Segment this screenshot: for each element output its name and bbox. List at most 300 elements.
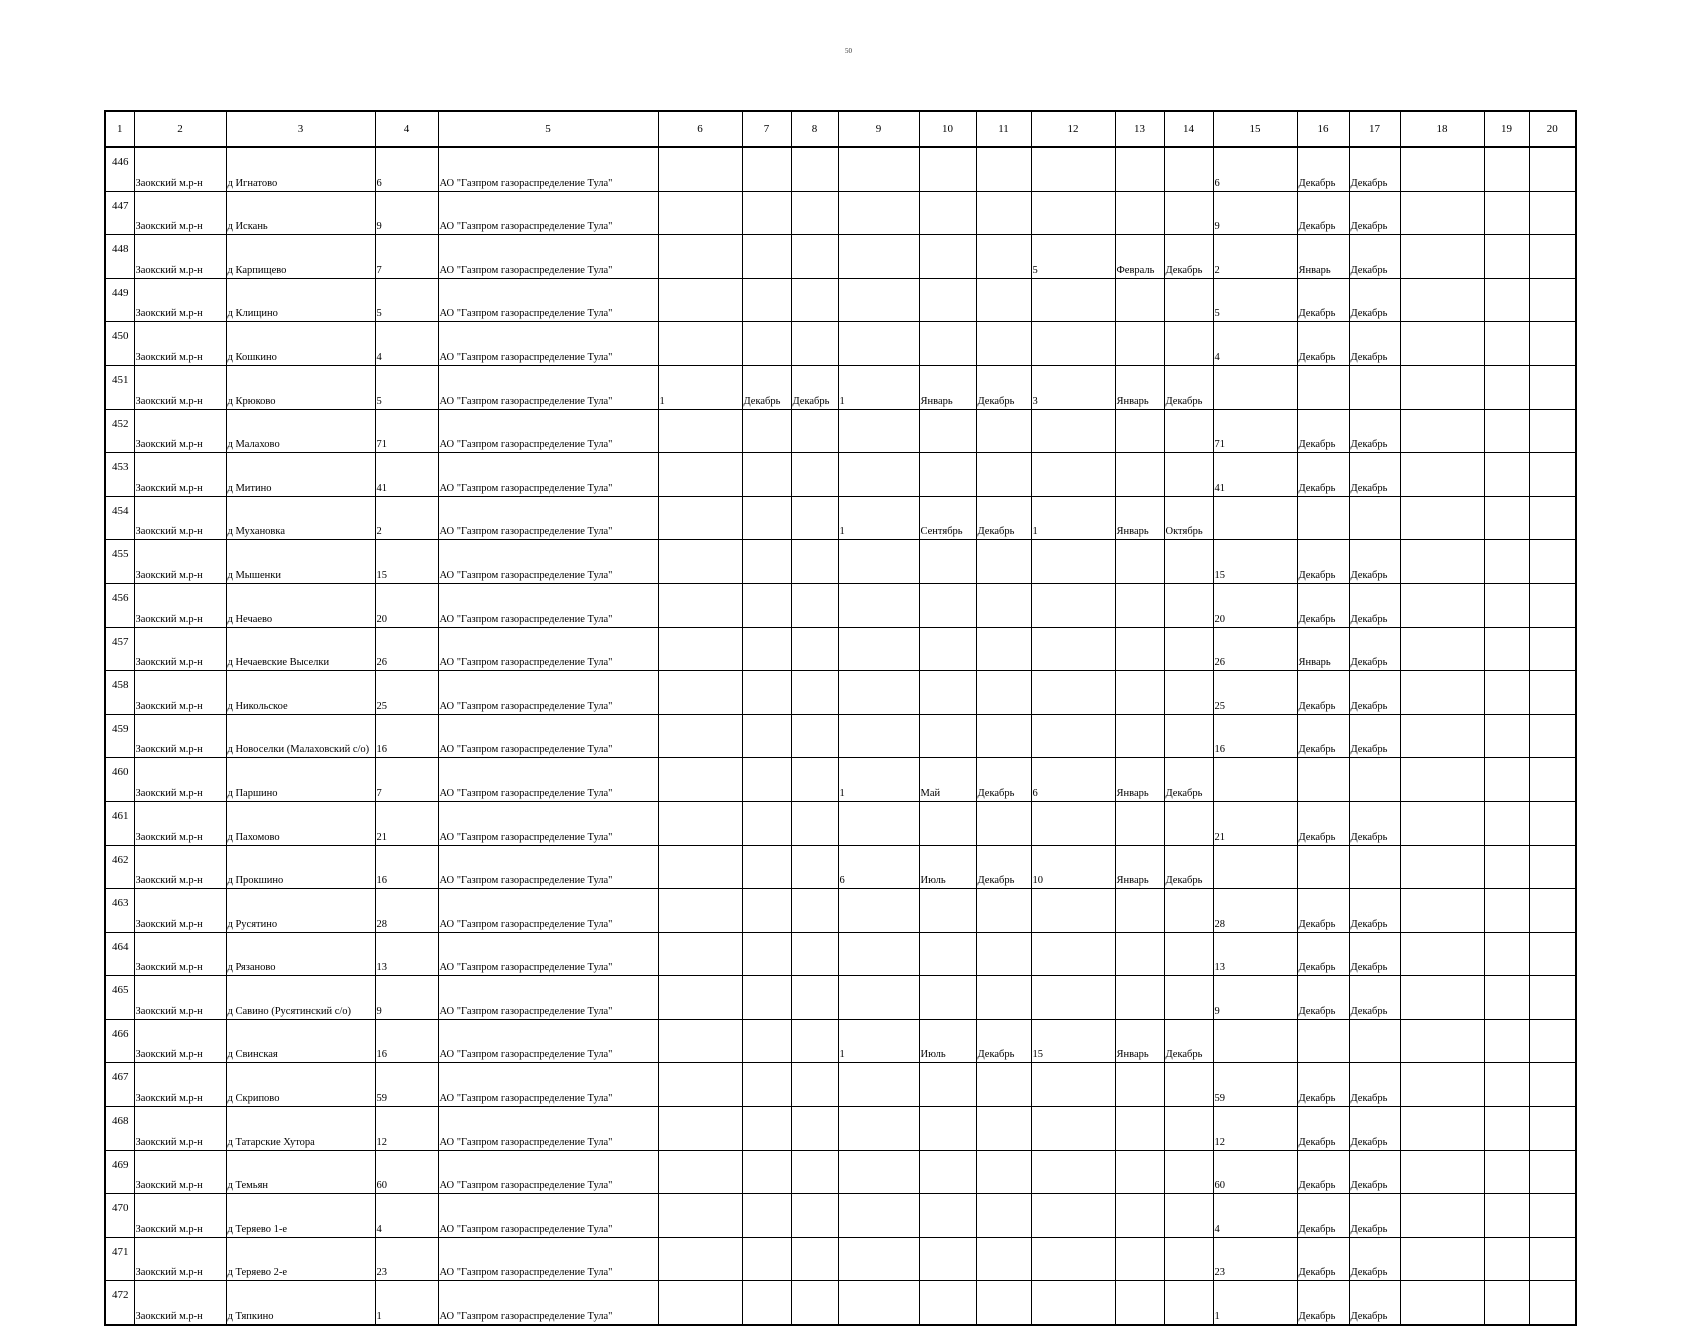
table-cell: 6 — [375, 147, 438, 191]
table-cell — [838, 1107, 919, 1151]
table-row — [105, 235, 1576, 279]
table-cell — [742, 322, 791, 366]
row-number-cell: 464 — [105, 932, 134, 976]
table-cell — [1484, 758, 1529, 802]
table-cell: 71 — [375, 409, 438, 453]
table-cell — [1115, 889, 1164, 933]
row-number-cell: 456 — [105, 583, 134, 627]
table-cell: 1 — [838, 1019, 919, 1063]
table-cell: Декабрь — [1164, 1019, 1213, 1063]
table-cell — [1529, 496, 1576, 540]
table-cell — [1529, 365, 1576, 409]
table-cell: АО "Газпром газораспределение Тула" — [438, 1150, 658, 1194]
table-cell: 12 — [1213, 1107, 1297, 1151]
table-cell: 16 — [375, 845, 438, 889]
table-cell — [1484, 976, 1529, 1020]
column-header: 8 — [791, 111, 838, 147]
table-cell — [791, 845, 838, 889]
table-cell — [1031, 1194, 1115, 1238]
table-cell — [976, 191, 1031, 235]
table-cell — [791, 1063, 838, 1107]
table-cell: АО "Газпром газораспределение Тула" — [438, 758, 658, 802]
table-cell — [838, 714, 919, 758]
table-cell: АО "Газпром газораспределение Тула" — [438, 627, 658, 671]
table-cell — [1400, 191, 1484, 235]
table-cell: Заокский м.р-н — [134, 322, 226, 366]
table-cell — [976, 1237, 1031, 1281]
table-row — [105, 540, 1576, 584]
table-cell — [838, 932, 919, 976]
table-cell — [1484, 1019, 1529, 1063]
table-cell — [1484, 1107, 1529, 1151]
table-cell — [919, 1150, 976, 1194]
table-cell — [838, 1281, 919, 1325]
row-number-cell: 459 — [105, 714, 134, 758]
table-cell — [919, 322, 976, 366]
table-cell — [791, 191, 838, 235]
table-cell — [742, 1237, 791, 1281]
table-cell — [838, 801, 919, 845]
table-cell — [1164, 714, 1213, 758]
table-cell: Декабрь — [976, 845, 1031, 889]
table-cell: Декабрь — [1349, 147, 1400, 191]
table-cell — [1297, 496, 1349, 540]
table-cell — [1484, 409, 1529, 453]
table-cell — [1164, 1237, 1213, 1281]
table-cell — [658, 932, 742, 976]
table-cell — [1115, 453, 1164, 497]
table-cell — [1164, 453, 1213, 497]
column-header: 11 — [976, 111, 1031, 147]
table-cell: АО "Газпром газораспределение Тула" — [438, 583, 658, 627]
table-cell: Заокский м.р-н — [134, 758, 226, 802]
table-cell — [1115, 976, 1164, 1020]
table-cell — [1484, 714, 1529, 758]
table-cell — [742, 714, 791, 758]
table-row — [105, 976, 1576, 1020]
table-cell: Декабрь — [1297, 671, 1349, 715]
table-cell — [1484, 889, 1529, 933]
table-cell: д Нечаево — [226, 583, 375, 627]
table-cell: АО "Газпром газораспределение Тула" — [438, 889, 658, 933]
table-cell — [976, 627, 1031, 671]
table-cell: АО "Газпром газораспределение Тула" — [438, 322, 658, 366]
table-cell — [658, 714, 742, 758]
table-cell: 1 — [838, 365, 919, 409]
table-cell — [658, 1237, 742, 1281]
table-cell — [742, 147, 791, 191]
table-cell — [791, 671, 838, 715]
table-cell — [1529, 278, 1576, 322]
table-cell: 25 — [1213, 671, 1297, 715]
table-cell: д Малахово — [226, 409, 375, 453]
table-cell: Декабрь — [1349, 1194, 1400, 1238]
table-cell — [658, 540, 742, 584]
table-cell: Декабрь — [1297, 583, 1349, 627]
table-row — [105, 278, 1576, 322]
table-cell: Декабрь — [1297, 1107, 1349, 1151]
table-cell — [1213, 496, 1297, 540]
table-cell — [1164, 278, 1213, 322]
table-cell: АО "Газпром газораспределение Тула" — [438, 714, 658, 758]
table-cell: Заокский м.р-н — [134, 235, 226, 279]
table-cell — [791, 540, 838, 584]
table-cell: 5 — [1213, 278, 1297, 322]
table-cell: д Карпищево — [226, 235, 375, 279]
table-cell — [1529, 932, 1576, 976]
table-cell — [1031, 932, 1115, 976]
table-cell — [791, 976, 838, 1020]
table-row — [105, 758, 1576, 802]
table-cell: АО "Газпром газораспределение Тула" — [438, 453, 658, 497]
table-cell: Заокский м.р-н — [134, 976, 226, 1020]
table-cell — [1031, 1281, 1115, 1325]
table-cell — [1297, 365, 1349, 409]
table-cell: Январь — [1297, 627, 1349, 671]
table-cell: 5 — [375, 365, 438, 409]
table-cell — [919, 889, 976, 933]
table-cell — [742, 453, 791, 497]
table-cell — [791, 714, 838, 758]
table-cell: Декабрь — [1349, 540, 1400, 584]
table-cell — [1164, 1150, 1213, 1194]
table-cell: 28 — [1213, 889, 1297, 933]
table-cell: АО "Газпром газораспределение Тула" — [438, 365, 658, 409]
table-cell: Заокский м.р-н — [134, 1063, 226, 1107]
table-cell — [1529, 409, 1576, 453]
table-cell — [1164, 889, 1213, 933]
table-cell — [791, 278, 838, 322]
table-cell — [838, 889, 919, 933]
table-row — [105, 801, 1576, 845]
table-cell — [919, 671, 976, 715]
table-cell — [742, 627, 791, 671]
table-cell: Декабрь — [976, 758, 1031, 802]
table-cell — [1529, 1019, 1576, 1063]
table-cell: Декабрь — [1164, 365, 1213, 409]
table-cell — [1031, 1150, 1115, 1194]
column-header: 10 — [919, 111, 976, 147]
table-row — [105, 932, 1576, 976]
table-cell: Заокский м.р-н — [134, 932, 226, 976]
table-cell: 26 — [375, 627, 438, 671]
table-cell — [976, 409, 1031, 453]
table-cell — [838, 976, 919, 1020]
column-header: 3 — [226, 111, 375, 147]
table-cell — [838, 191, 919, 235]
table-cell — [976, 147, 1031, 191]
table-cell — [838, 235, 919, 279]
table-cell — [838, 1150, 919, 1194]
table-cell: д Мышенки — [226, 540, 375, 584]
table-cell — [1164, 583, 1213, 627]
table-cell: Январь — [1115, 758, 1164, 802]
table-cell — [742, 1150, 791, 1194]
table-cell — [1400, 365, 1484, 409]
table-cell: 60 — [1213, 1150, 1297, 1194]
table-cell — [791, 322, 838, 366]
table-cell — [658, 322, 742, 366]
row-number-cell: 462 — [105, 845, 134, 889]
table-cell: Июль — [919, 1019, 976, 1063]
table-cell — [1213, 845, 1297, 889]
table-cell: Заокский м.р-н — [134, 540, 226, 584]
table-cell — [742, 1107, 791, 1151]
table-cell: Декабрь — [1349, 627, 1400, 671]
table-cell — [1115, 409, 1164, 453]
table-cell — [742, 278, 791, 322]
table-cell — [838, 1063, 919, 1107]
table-cell — [1400, 1019, 1484, 1063]
table-cell: Декабрь — [1349, 409, 1400, 453]
table-cell: Декабрь — [1164, 235, 1213, 279]
table-row — [105, 627, 1576, 671]
table-cell — [919, 801, 976, 845]
table-cell — [742, 583, 791, 627]
table-cell — [1297, 758, 1349, 802]
table-row — [105, 453, 1576, 497]
table-cell — [1529, 889, 1576, 933]
table-cell: Декабрь — [1349, 191, 1400, 235]
table-cell: 13 — [1213, 932, 1297, 976]
table-cell: 15 — [1213, 540, 1297, 584]
table-cell: Февраль — [1115, 235, 1164, 279]
table-cell — [658, 627, 742, 671]
table-cell — [976, 932, 1031, 976]
table-cell — [1400, 671, 1484, 715]
table-cell: д Клищино — [226, 278, 375, 322]
table-cell: Декабрь — [1349, 1063, 1400, 1107]
table-cell: Сентябрь — [919, 496, 976, 540]
table-cell — [791, 496, 838, 540]
table-cell — [919, 1194, 976, 1238]
table-cell — [1349, 365, 1400, 409]
table-cell: 60 — [375, 1150, 438, 1194]
table-cell — [838, 147, 919, 191]
table-cell: 16 — [375, 1019, 438, 1063]
table-cell — [976, 322, 1031, 366]
row-number-cell: 449 — [105, 278, 134, 322]
table-cell: Июль — [919, 845, 976, 889]
table-cell: АО "Газпром газораспределение Тула" — [438, 1281, 658, 1325]
table-cell: 5 — [375, 278, 438, 322]
column-header: 20 — [1529, 111, 1576, 147]
table-cell — [1529, 583, 1576, 627]
table-cell — [919, 583, 976, 627]
table-row — [105, 496, 1576, 540]
table-cell: 23 — [1213, 1237, 1297, 1281]
table-cell: д Прокшино — [226, 845, 375, 889]
table-cell — [1529, 235, 1576, 279]
table-cell — [1484, 1194, 1529, 1238]
table-cell: Декабрь — [1349, 976, 1400, 1020]
table-cell: Заокский м.р-н — [134, 147, 226, 191]
table-cell — [1115, 147, 1164, 191]
table-cell — [791, 1237, 838, 1281]
table-cell — [838, 278, 919, 322]
row-number-cell: 457 — [105, 627, 134, 671]
table-cell — [1484, 845, 1529, 889]
table-cell — [1484, 1237, 1529, 1281]
table-cell — [742, 1063, 791, 1107]
table-cell — [838, 453, 919, 497]
table-row — [105, 147, 1576, 191]
table-cell: 59 — [1213, 1063, 1297, 1107]
table-cell — [1400, 583, 1484, 627]
table-cell — [976, 671, 1031, 715]
table-cell: Декабрь — [1297, 278, 1349, 322]
table-cell: Декабрь — [1349, 322, 1400, 366]
table-cell — [791, 1019, 838, 1063]
table-cell: Декабрь — [1349, 801, 1400, 845]
table-cell — [919, 278, 976, 322]
table-cell — [1115, 1281, 1164, 1325]
table-cell: Декабрь — [1349, 1281, 1400, 1325]
row-number-cell: 454 — [105, 496, 134, 540]
table-cell — [838, 1194, 919, 1238]
table-cell — [1400, 409, 1484, 453]
table-cell — [838, 322, 919, 366]
table-cell — [1031, 976, 1115, 1020]
table-cell: Январь — [1115, 845, 1164, 889]
column-header: 5 — [438, 111, 658, 147]
table-cell: 7 — [375, 235, 438, 279]
table-cell — [658, 976, 742, 1020]
table-cell: АО "Газпром газораспределение Тула" — [438, 671, 658, 715]
table-cell: Заокский м.р-н — [134, 409, 226, 453]
table-cell — [976, 1150, 1031, 1194]
table-cell — [1031, 583, 1115, 627]
table-cell — [1400, 845, 1484, 889]
table-cell: Декабрь — [742, 365, 791, 409]
table-cell — [919, 1281, 976, 1325]
table-cell — [1115, 714, 1164, 758]
table-cell: 10 — [1031, 845, 1115, 889]
table-cell: д Темьян — [226, 1150, 375, 1194]
table-cell — [1115, 627, 1164, 671]
table-cell — [919, 409, 976, 453]
table-cell — [919, 627, 976, 671]
table-cell: 6 — [1031, 758, 1115, 802]
table-cell — [742, 758, 791, 802]
table-cell — [976, 1194, 1031, 1238]
table-cell — [1164, 1063, 1213, 1107]
table-cell: Декабрь — [1349, 1107, 1400, 1151]
table-cell: д Нечаевские Выселки — [226, 627, 375, 671]
table-cell: Декабрь — [1349, 453, 1400, 497]
table-cell: Заокский м.р-н — [134, 801, 226, 845]
table-cell — [658, 1150, 742, 1194]
table-cell — [1031, 1107, 1115, 1151]
table-cell — [658, 583, 742, 627]
table-cell: 7 — [375, 758, 438, 802]
table-cell — [1400, 1194, 1484, 1238]
table-cell — [1400, 976, 1484, 1020]
table-cell: АО "Газпром газораспределение Тула" — [438, 1019, 658, 1063]
table-cell — [1529, 1237, 1576, 1281]
column-header: 13 — [1115, 111, 1164, 147]
table-cell: Декабрь — [1297, 1281, 1349, 1325]
table-cell — [838, 409, 919, 453]
table-cell — [1031, 714, 1115, 758]
table-cell — [1484, 147, 1529, 191]
table-cell: Заокский м.р-н — [134, 1150, 226, 1194]
table-cell — [976, 889, 1031, 933]
table-cell: Заокский м.р-н — [134, 583, 226, 627]
table-cell: Декабрь — [976, 496, 1031, 540]
table-cell: Декабрь — [1297, 1150, 1349, 1194]
table-cell — [976, 540, 1031, 584]
page-number: 50 — [845, 47, 852, 55]
table-cell — [976, 976, 1031, 1020]
table-cell — [1529, 322, 1576, 366]
table-cell — [919, 1237, 976, 1281]
column-header: 14 — [1164, 111, 1213, 147]
row-number-cell: 471 — [105, 1237, 134, 1281]
table-cell: Январь — [1115, 365, 1164, 409]
table-cell — [1031, 453, 1115, 497]
table-cell — [1115, 1063, 1164, 1107]
table-cell: 13 — [375, 932, 438, 976]
table-cell: АО "Газпром газораспределение Тула" — [438, 1063, 658, 1107]
table-cell: д Свинская — [226, 1019, 375, 1063]
table-cell — [919, 1063, 976, 1107]
table-cell — [1484, 671, 1529, 715]
table-row — [105, 1019, 1576, 1063]
table-cell: 1 — [375, 1281, 438, 1325]
table-cell: 9 — [375, 976, 438, 1020]
table-cell — [742, 889, 791, 933]
table-cell — [791, 1281, 838, 1325]
table-cell: д Татарские Хутора — [226, 1107, 375, 1151]
table-header-row — [105, 111, 1576, 147]
row-number-cell: 461 — [105, 801, 134, 845]
table-cell: Декабрь — [1297, 322, 1349, 366]
table-cell — [1529, 147, 1576, 191]
table-cell — [1164, 801, 1213, 845]
table-cell — [1529, 1107, 1576, 1151]
column-header: 1 — [105, 111, 134, 147]
table-cell — [742, 671, 791, 715]
table-cell — [1484, 1281, 1529, 1325]
table-cell: д Скрипово — [226, 1063, 375, 1107]
table-cell — [658, 235, 742, 279]
table-cell — [742, 1194, 791, 1238]
table-cell: АО "Газпром газораспределение Тула" — [438, 191, 658, 235]
table-cell — [838, 540, 919, 584]
table-cell: Декабрь — [1349, 583, 1400, 627]
table-cell — [838, 671, 919, 715]
table-cell — [742, 976, 791, 1020]
table-cell — [1484, 627, 1529, 671]
row-number-cell: 452 — [105, 409, 134, 453]
table-cell — [1115, 583, 1164, 627]
table-cell: Декабрь — [791, 365, 838, 409]
table-cell — [1164, 932, 1213, 976]
table-cell — [1400, 1237, 1484, 1281]
table-cell: Декабрь — [1297, 1194, 1349, 1238]
table-cell — [1484, 583, 1529, 627]
table-cell — [976, 1063, 1031, 1107]
table-cell: 4 — [1213, 1194, 1297, 1238]
table-cell: Декабрь — [1349, 671, 1400, 715]
table-cell — [658, 671, 742, 715]
table-cell — [1529, 845, 1576, 889]
table-cell: Декабрь — [1297, 801, 1349, 845]
table-cell: 2 — [1213, 235, 1297, 279]
table-row — [105, 322, 1576, 366]
table-cell: 3 — [1031, 365, 1115, 409]
